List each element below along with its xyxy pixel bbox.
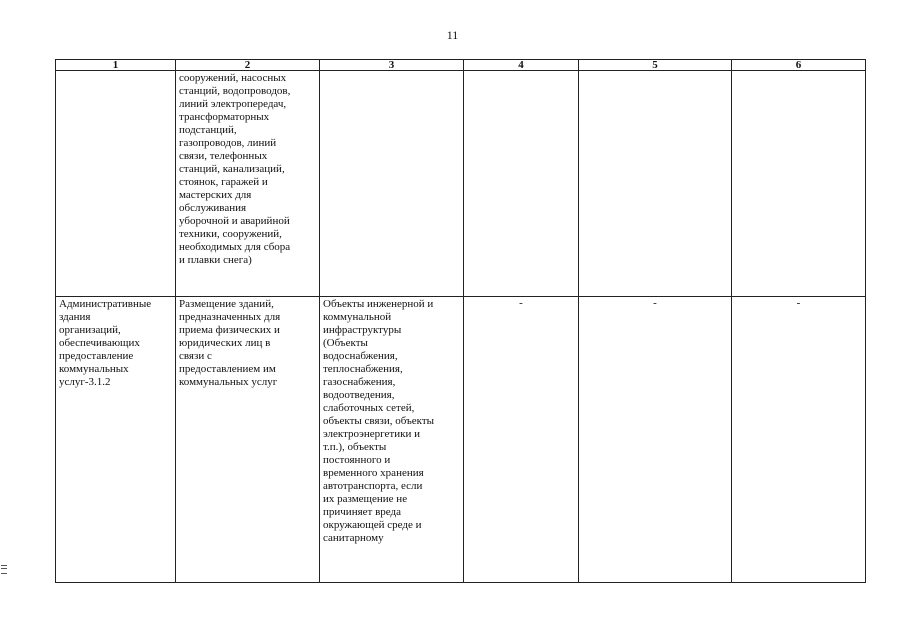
table-cell (732, 297, 866, 583)
table-cell (579, 297, 732, 583)
table-cell (320, 297, 464, 583)
table-cell (176, 297, 320, 583)
cell-text: - (796, 297, 801, 309)
cell-text: Объекты инженерной и коммунальной инфраструктуры (Объекты водоснабжения, теплоснабжения, газоснабжения, водоотведения, слаботочных сетей, объекты связи, объекты электроэнергетики и т.п.), объекты постоянного и временного хранения автотранспорта, если их размещение не причиняет вреда окружающей среде и санитарному (323, 298, 435, 544)
cell-text: - (519, 297, 523, 309)
cell-text: - (653, 297, 657, 309)
column-header-1: 1 (56, 60, 176, 71)
column-header-2: 2 (176, 60, 320, 71)
table-cell (464, 297, 579, 583)
table-cell (56, 297, 176, 583)
cell-text: Размещение зданий, предназначенных для приема физических и юридических лиц в связи с предоставлением им коммунальных услуг (179, 298, 281, 388)
cell-text: сооружений, насосных станций, водопроводов, линий электропередач, трансформаторных подстанций, газопроводов, линий связи, телефонных станций, канализаций, стоянок, гаражей и мастерских для обслуживания уборочной и аварийной техники, сооружений, необходимых для сбора и плавки снега) (179, 72, 291, 266)
table-row (56, 71, 866, 297)
column-header-3: 3 (320, 60, 464, 71)
table-cell (56, 71, 176, 297)
column-header-4: 4 (464, 60, 579, 71)
table-cell (464, 71, 579, 297)
regulations-table (55, 59, 866, 583)
page-number: 11 (446, 28, 459, 42)
cell-text: Административные здания организаций, обеспечивающих предоставление коммунальных услуг-3.1.2 (59, 298, 152, 388)
table-row (56, 297, 866, 583)
column-header-6: 6 (732, 60, 866, 71)
margin-mark (1, 565, 7, 574)
table-cell (176, 71, 320, 297)
column-header-5: 5 (579, 60, 732, 71)
header-row (56, 60, 866, 71)
table-cell (320, 71, 464, 297)
table-cell (579, 71, 732, 297)
table-cell (732, 71, 866, 297)
